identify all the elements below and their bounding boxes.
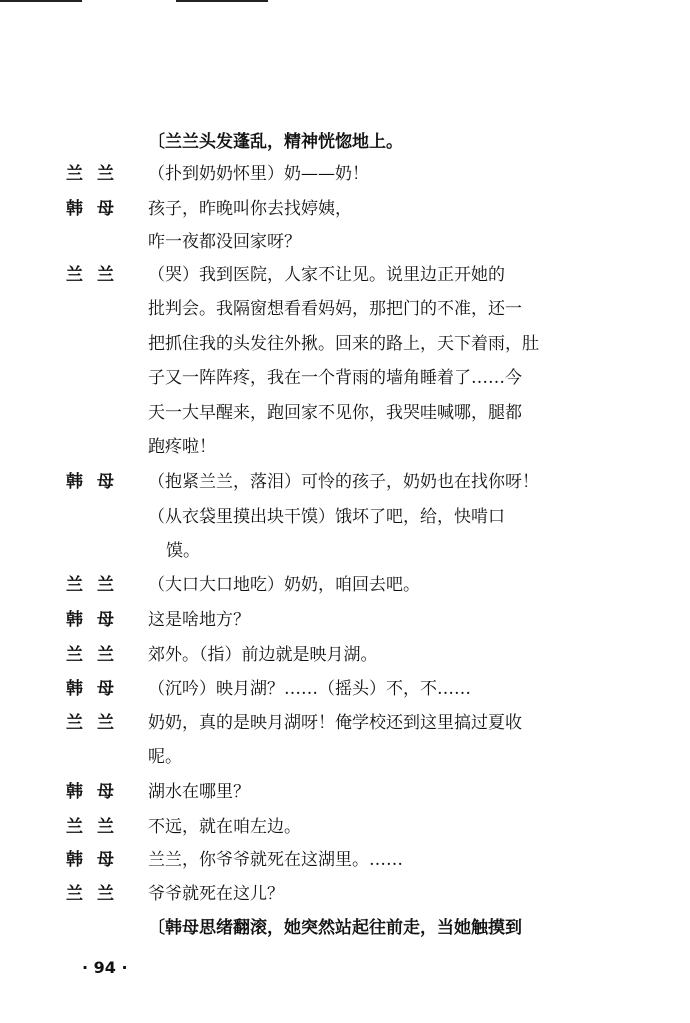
dialogue-line-continued	[0, 327, 690, 361]
speaker-name: 兰兰	[66, 817, 128, 837]
dialogue-text: （大口大口地吃）奶奶，咱回去吧。	[148, 575, 420, 595]
dialogue-text: 郊外。（指）前边就是映月湖。	[148, 645, 378, 665]
stage-direction-text: 〔兰兰头发蓬乱，精神恍惚地上。	[148, 132, 403, 152]
dialogue-line	[0, 638, 690, 672]
dialogue-line	[0, 603, 690, 637]
dialogue-text: 咋一夜都没回家呀？	[148, 232, 301, 252]
dialogue-text: （从衣袋里摸出块干馍）饿坏了吧，给，快啃口	[148, 507, 505, 527]
dialogue-text: 不远，就在咱左边。	[148, 817, 301, 837]
stage-direction-outro	[0, 911, 690, 945]
dialogue-line-continued	[0, 740, 690, 774]
dialogue-line-continued	[0, 396, 690, 430]
stage-direction-text: 〔韩母思绪翻滚，她突然站起往前走，当她触摸到	[148, 918, 522, 938]
dialogue-text: （抱紧兰兰，落泪）可怜的孩子，奶奶也在找你呀！	[148, 472, 539, 492]
speaker-name: 兰兰	[66, 884, 128, 904]
speaker-name: 韩母	[66, 850, 128, 870]
dialogue-line-continued	[0, 500, 690, 534]
dialogue-line	[0, 706, 690, 740]
dialogue-line-continued	[0, 225, 690, 259]
dialogue-line	[0, 192, 690, 226]
dialogue-text: 把抓住我的头发往外揪。回来的路上，天下着雨，肚	[148, 334, 539, 354]
dialogue-text: 孩子，昨晚叫你去找婷姨，	[148, 199, 352, 219]
speaker-name: 兰兰	[66, 164, 128, 184]
dialogue-text: 爷爷就死在这儿？	[148, 884, 284, 904]
speaker-name: 韩母	[66, 472, 128, 492]
dialogue-line	[0, 258, 690, 292]
dialogue-text: 跑疼啦！	[148, 437, 216, 457]
speaker-name: 兰兰	[66, 575, 128, 595]
dialogue-line	[0, 157, 690, 191]
dialogue-text: 批判会。我隔窗想看看妈妈，那把门的不准，还一	[148, 299, 522, 319]
dialogue-text: （扑到奶奶怀里）奶——奶！	[148, 164, 369, 184]
speaker-name: 兰兰	[66, 645, 128, 665]
dialogue-text: 兰兰，你爷爷就死在这湖里。……	[148, 850, 403, 870]
dialogue-text: 奶奶，真的是映月湖呀！俺学校还到这里搞过夏收	[148, 713, 522, 733]
speaker-name: 兰兰	[66, 713, 128, 733]
dialogue-line	[0, 568, 690, 602]
dialogue-line	[0, 810, 690, 844]
speaker-name: 韩母	[66, 782, 128, 802]
dialogue-line	[0, 465, 690, 499]
page-number: · 94 ·	[82, 958, 128, 977]
dialogue-line-continued	[0, 292, 690, 326]
dialogue-text: 这是啥地方？	[148, 610, 250, 630]
speaker-name: 兰兰	[66, 265, 128, 285]
dialogue-text: （哭）我到医院，人家不让见。说里边正开她的	[148, 265, 505, 285]
dialogue-text: 馍。	[166, 541, 200, 561]
dialogue-line-continued	[0, 534, 690, 568]
dialogue-text: （沉吟）映月湖？……（摇头）不，不……	[148, 679, 471, 699]
dialogue-line-continued	[0, 361, 690, 395]
speaker-name: 韩母	[66, 610, 128, 630]
dialogue-line	[0, 672, 690, 706]
dialogue-line-continued	[0, 430, 690, 464]
dialogue-text: 子又一阵阵疼，我在一个背雨的墙角睡着了……今	[148, 368, 522, 388]
dialogue-line	[0, 775, 690, 809]
dialogue-text: 湖水在哪里？	[148, 782, 250, 802]
dialogue-line	[0, 843, 690, 877]
speaker-name: 韩母	[66, 199, 128, 219]
stage-direction-intro	[0, 125, 690, 159]
dialogue-line	[0, 877, 690, 911]
speaker-name: 韩母	[66, 679, 128, 699]
dialogue-text: 天一大早醒来，跑回家不见你，我哭哇喊哪，腿都	[148, 403, 522, 423]
dialogue-text: 呢。	[148, 747, 182, 767]
